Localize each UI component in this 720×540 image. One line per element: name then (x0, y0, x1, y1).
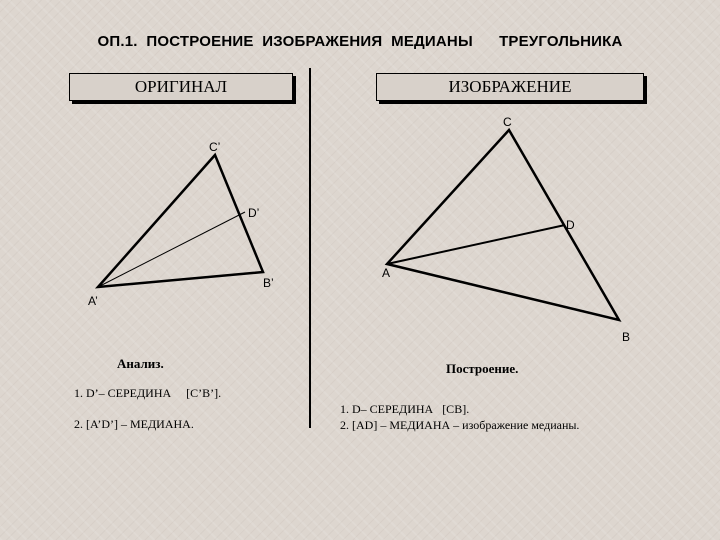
image-header: ИЗОБРАЖЕНИЕ (376, 73, 644, 101)
analysis-step-1: 1. D’– СЕРЕДИНА [C’B’]. (74, 386, 222, 400)
label-c: C (503, 115, 512, 129)
label-a-prime: A’ (88, 294, 98, 308)
title-end: ТРЕУГОЛЬНИКА (499, 33, 623, 50)
original-header: ОРИГИНАЛ (69, 73, 293, 101)
label-b: B (622, 330, 631, 344)
title-main: ОП.1. ПОСТРОЕНИЕ ИЗОБРАЖЕНИЯ МЕДИАНЫ (97, 33, 473, 50)
analysis-step-2: 2. [A’D’] – МЕДИАНА. (74, 417, 194, 431)
analysis-heading: Анализ. (117, 356, 164, 371)
label-b-prime: B’ (263, 276, 274, 290)
construction-heading: Построение. (446, 361, 519, 376)
original-triangle (98, 155, 263, 287)
label-d: D (566, 218, 575, 232)
label-c-prime: C’ (209, 140, 221, 154)
label-d-prime: D’ (248, 206, 260, 220)
construction-step-1: 1. D– СЕРЕДИНА [CB]. (340, 402, 470, 416)
image-median (387, 225, 565, 264)
label-a: A (382, 266, 391, 280)
construction-step-2: 2. [AD] – МЕДИАНА – изображение медианы. (340, 418, 580, 432)
image-triangle (387, 130, 619, 320)
